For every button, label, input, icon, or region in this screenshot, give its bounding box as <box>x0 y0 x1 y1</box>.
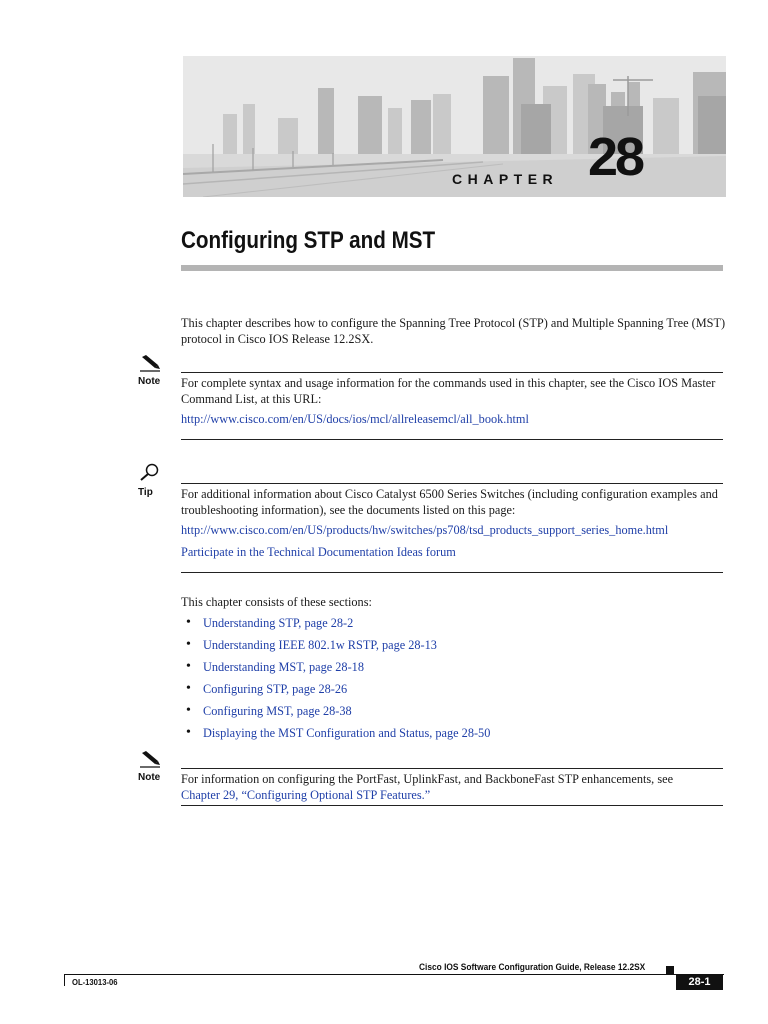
bullet-icon: • <box>186 615 191 630</box>
tip-top-rule <box>181 483 723 484</box>
bullet-icon: • <box>186 725 191 740</box>
note-text: For complete syntax and usage information for the commands used in this chapter, see the Cisco IOS Master Command List, at this URL: <box>181 376 716 406</box>
list-item[interactable] <box>186 722 490 744</box>
bullet-icon: • <box>186 659 191 674</box>
section-link[interactable]: Configuring MST, page 28-38 <box>203 704 352 718</box>
chapter-number: 28 <box>588 127 643 187</box>
intro-paragraph: This chapter describes how to configure the Spanning Tree Protocol (STP) and Multiple Spanning Tree (MST) protocol in Cisco IOS Release 12.2SX. <box>181 316 726 346</box>
list-item[interactable] <box>186 634 490 656</box>
list-item[interactable] <box>186 678 490 700</box>
bullet-icon: • <box>186 637 191 652</box>
footer-rule <box>64 974 724 975</box>
support-series-url-link[interactable]: http://www.cisco.com/en/US/products/hw/switches/ps708/tsd_products_support_series_home.html <box>181 523 669 537</box>
chapter-29-link[interactable]: Chapter 29, “Configuring Optional STP Features.” <box>181 788 431 802</box>
note-text <box>181 771 726 803</box>
note-top-rule <box>181 768 723 769</box>
section-link[interactable]: Displaying the MST Configuration and Status, page 28-50 <box>203 726 491 740</box>
tip-label: Tip <box>138 487 153 498</box>
note-bottom-rule <box>181 805 723 806</box>
list-item[interactable] <box>186 656 490 678</box>
sections-intro: This chapter consists of these sections: <box>181 595 372 609</box>
title-underline <box>181 265 723 271</box>
section-link[interactable]: Understanding STP, page 28-2 <box>203 616 354 630</box>
note-label: Note <box>138 772 161 783</box>
bullet-icon: • <box>186 681 191 696</box>
section-link[interactable]: Understanding MST, page 28-18 <box>203 660 364 674</box>
document-code: OL-13013-06 <box>72 977 118 987</box>
sections-list <box>186 612 490 744</box>
list-item[interactable] <box>186 700 490 722</box>
bullet-icon: • <box>186 703 191 718</box>
pencil-note-icon <box>138 750 162 768</box>
guide-title: Cisco IOS Software Configuration Guide, Release 12.2SX <box>419 962 646 973</box>
note-bottom-rule <box>181 439 723 440</box>
page-title: Configuring STP and MST <box>181 227 436 254</box>
documentation-forum-link[interactable]: Participate in the Technical Documentation Ideas forum <box>181 545 456 559</box>
chapter-label: CHAPTER <box>452 171 559 187</box>
note-top-rule <box>181 372 723 373</box>
tip-text: For additional information about Cisco Catalyst 6500 Series Switches (including configuration examples and troubleshooting information), see the documents listed on this page: <box>181 487 718 517</box>
page-number: 28-1 <box>676 975 723 990</box>
mcl-url-link[interactable]: http://www.cisco.com/en/US/docs/ios/mcl/allreleasemcl/all_book.html <box>181 412 529 426</box>
magnifier-tip-icon <box>138 463 162 481</box>
note-label: Note <box>138 376 161 387</box>
footer-tick <box>64 974 65 986</box>
section-link[interactable]: Understanding IEEE 802.1w RSTP, page 28-13 <box>203 638 437 652</box>
tip-bottom-rule <box>181 572 723 573</box>
list-item[interactable] <box>186 612 490 634</box>
pencil-note-icon <box>138 354 162 372</box>
footer-marker <box>666 966 674 974</box>
note-text-body: For information on configuring the PortFast, UplinkFast, and BackboneFast STP enhancements, see <box>181 772 674 786</box>
section-link[interactable]: Configuring STP, page 28-26 <box>203 682 348 696</box>
